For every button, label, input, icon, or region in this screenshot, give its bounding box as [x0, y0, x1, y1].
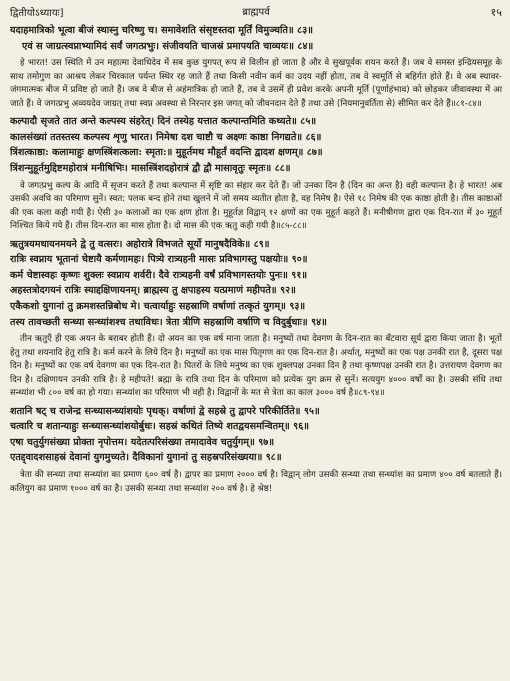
page	[10, 5, 502, 671]
verse-97: एषा चतुर्युगसंख्या प्रोक्ता नृपोत्तम। यदेतत्परिसंख्या तमादावेव चतुर्युगम्॥ ९७॥	[10, 436, 275, 448]
book-section-title: ब्राह्मपर्व	[242, 7, 270, 18]
translation-95-98: त्रेता की सन्ध्या तथा सन्ध्यांश का प्रमाण ६०० वर्ष है। द्वापर का प्रमाण २००० वर्ष है। विद्वान् लोग उसकी सन्ध्या तथा सन्ध्यांश का प्रमाण ४०० वर्ष बतलाते हैं। कलियुग का प्रमाण १००० वर्ष का है। उसकी सन्ध्या तथा सन्ध्यांश २०० वर्ष है। हे श्रेष्ठ!	[10, 470, 502, 494]
verse-92: अहस्तत्रोदगयनं रात्रिः स्याद्दक्षिणायनम्। ब्राह्मस्य तु क्षपाहस्य यत्प्रमाणं महीपते॥ ९२॥	[10, 285, 296, 297]
verse-93: एकैकशो युगानां तु क्रमशस्तन्निबोध मे। चत्वार्याहुः सहस्राणि वर्षाणां तत्कृतं युगम्॥ ९३॥	[10, 300, 306, 312]
verse-89: ऋतुत्रयमथायनमयने द्वे तु वत्सरः। अहोरात्रे विभजते सूर्यो मानुषदैविके॥ ८९॥	[10, 238, 270, 250]
chapter-label: द्वितीयोऽध्यायः]	[10, 8, 64, 19]
verse-95: शतानि षट् च राजेन्द्र सन्ध्यासन्ध्यांशयोः पृथक्। वर्षाणां द्वे सहस्रे तु द्वापरे परिकीर्तिते॥ ९५॥	[10, 405, 320, 417]
translation-81-84: हे भारत! उस स्थिति में उन महात्मा देवाधिदेव में सब कुछ युगपत् रूप से विलीन हो जाता है और वे सुखपूर्वक शयन करते हैं। जब वे समस्त इन्द्रियसमूह के साथ तमोगुण का आश्रय लेकर चिरकाल पर्यन्त स्थिर रह जाते हैं तथा किसी नवीन कर्म का उदय नहीं होता, तब वे स्वमूर्ति से बहिर्गत होते हैं। वे अब स्थावर- जंगमात्मक बीज में प्रविष्ट हो जाते हैं। जब वे बीज से अहंमात्रिक हो जाते हैं, तब वे उसमें ही प्रवेश करके अपनी मूर्ति (पूर्णाहंभाव) को छोड़कर जीवावस्था में आ जाते हैं। वे जगत्प्रभु अव्ययदेव जाग्रत् तथा स्वप्न अवस्था से निरन्तर इस जगत् को जीवनदान देते हैं तथा उसे (नियमानुवर्तिता से) सीमित कर देते हैं॥८१-८४॥	[10, 58, 502, 109]
translation-89-94: तीन ऋतुएँ ही एक अयन के बराबर होती हैं। दो अयन का एक वर्ष माना जाता है। मनुष्यों तथा देवगण के दिन-रात का बँटवारा सूर्य द्वारा किया जाता है। भूतों हेतु तथा शयनादि हेतु रात्रि है। कर्म करने के लिये दिन है। मनुष्यों का एक मास पितृगण का एक दिन-रात है। अर्थात्, मनुष्यों का एक पक्ष उनकी रात है, दूसरा पक्ष दिन है। मनुष्यों का एक वर्ष देवगण का एक दिन-रात है। पितरों के लिये मनुष्य का एक शुक्लपक्ष उनका दिन है तथा कृष्णपक्ष उनकी रात है। उत्तरायण देवगण का दिन है। दक्षिणायन उनकी रात्रि है। हे महीपते! ब्रह्मा के रात्रि तथा दिन के परिमाण को प्रत्येक युग क्रम से सुनें। सत्ययुग ४००० वर्षों का है। उसकी संधि तथा सन्ध्यांश भी ८०० वर्ष का हो गया। सन्ध्यांश का परिमाण भी वही है। विद्वानों के मत से त्रेता का काल ३००० वर्ष है॥८९-९४॥	[10, 334, 502, 399]
verse-block-1	[10, 23, 502, 54]
verse-85: कल्पादौ सृजते तात अन्ते कल्पस्य संहरेत्। दिनं तस्येह यत्तात कल्पान्तमिति कथ्यते॥ ८५॥	[10, 116, 317, 128]
verse-86: कालसंख्यां ततस्तस्य कल्पस्य शृणु भारत। निमेषा दश चाष्टौ च अक्ष्णः काष्ठा निगद्यते॥ ८६॥	[10, 131, 322, 143]
verse-98: एतद्द्वादशसाहस्रं देवानां युगमुच्यते। दैविकानां युगानां तु सहस्रपरिसंख्यया॥ ९८॥	[10, 452, 282, 464]
verse-83: यदाहमात्रिको भूत्वा बीजं स्थास्नु चरिष्णु च। समावेशति संसृष्टस्तदा मूर्तिं विमुञ्चति॥ ८३॥	[10, 25, 314, 36]
verse-block-4	[10, 404, 502, 466]
verse-94: तस्य तावच्छती सन्ध्या सन्ध्यांशश्च तथाविधः। त्रेता त्रीणि सहस्राणि वर्षाणि च विदुर्बुधाः॥ ९४॥	[10, 316, 327, 328]
translation-85-88: वे जगत्प्रभु कल्प के आदि में सृजन करते हैं तथा कल्पान्त में सृष्टि का संहार कर देते हैं। जो उनका दिन है (दिन का अन्त है) वही कल्पान्त है। हे भारत! अब उसकी अवधि का परिमाण सुनें। स्वत: पलक बन्द होने तथा खुलने में जो समय व्यतीत होता है, वह निमेष है। ऐसे १८ निमेष की एक काष्ठा होती है। तीस काष्ठाओं की एक कला कही गयी है। ऐसी ३० कलाओं का एक क्षण होता है। मुहूर्तज्ञ विद्वान् १२ क्षणों का एक मुहूर्त कहते हैं। मनीषीगण द्वारा एक दिन-रात में ३० मुहूर्त निश्चित किये गये हैं। तीस दिन-रात का मास होता है। दो मास की एक ऋतु कही गयी है॥८५-८८॥	[10, 180, 502, 232]
verse-91: कर्म चेष्टास्वहः कृष्णः शुक्लः स्वप्नाय शर्वरी। दैवे रात्र्यहनी वर्षं प्रविभागस्तयोः पुनः॥ ९१॥	[10, 269, 308, 281]
verse-block-2	[10, 114, 502, 176]
verse-90: रात्रिः स्वप्नाय भूतानां चेष्टायै कर्मणामहः। पित्र्ये रात्र्यहनी मासः प्रविभागस्तु पक्षयोः॥ ९०॥	[10, 254, 308, 266]
verse-87: त्रिंशत्काष्ठा: कलामाहुः क्षणस्त्रिंशत्कला: स्मृता:॥ मुहूर्तमथ मौहूर्तं वदन्ति द्वादश क्षणम्॥ ८७॥	[10, 147, 323, 159]
running-header	[10, 5, 502, 21]
verse-88: त्रिंशन्मुहूर्तमुद्दिष्टमहोरात्रं मनीषिभिः। मासस्त्रिंशदहोरात्रं द्वौ द्वौ मासावृतुः स्मृतः॥ ८८॥	[10, 162, 291, 174]
verse-block-3	[10, 237, 502, 331]
page-number: १५	[490, 6, 502, 19]
verse-96: चत्वारि च शतान्याहुः सन्ध्यासन्ध्यांशयोर्बुधः। सहस्रं कथितं तिष्ये शतद्वयसमन्वितम्॥ ९६॥	[10, 421, 310, 433]
verse-84: एवं स जाग्रत्स्वप्नाभ्यामिदं सर्वं जगत्प्रभुः। संजीवयति चाजस्रं प्रमापयति चाव्ययः॥ ८४॥	[22, 40, 314, 52]
